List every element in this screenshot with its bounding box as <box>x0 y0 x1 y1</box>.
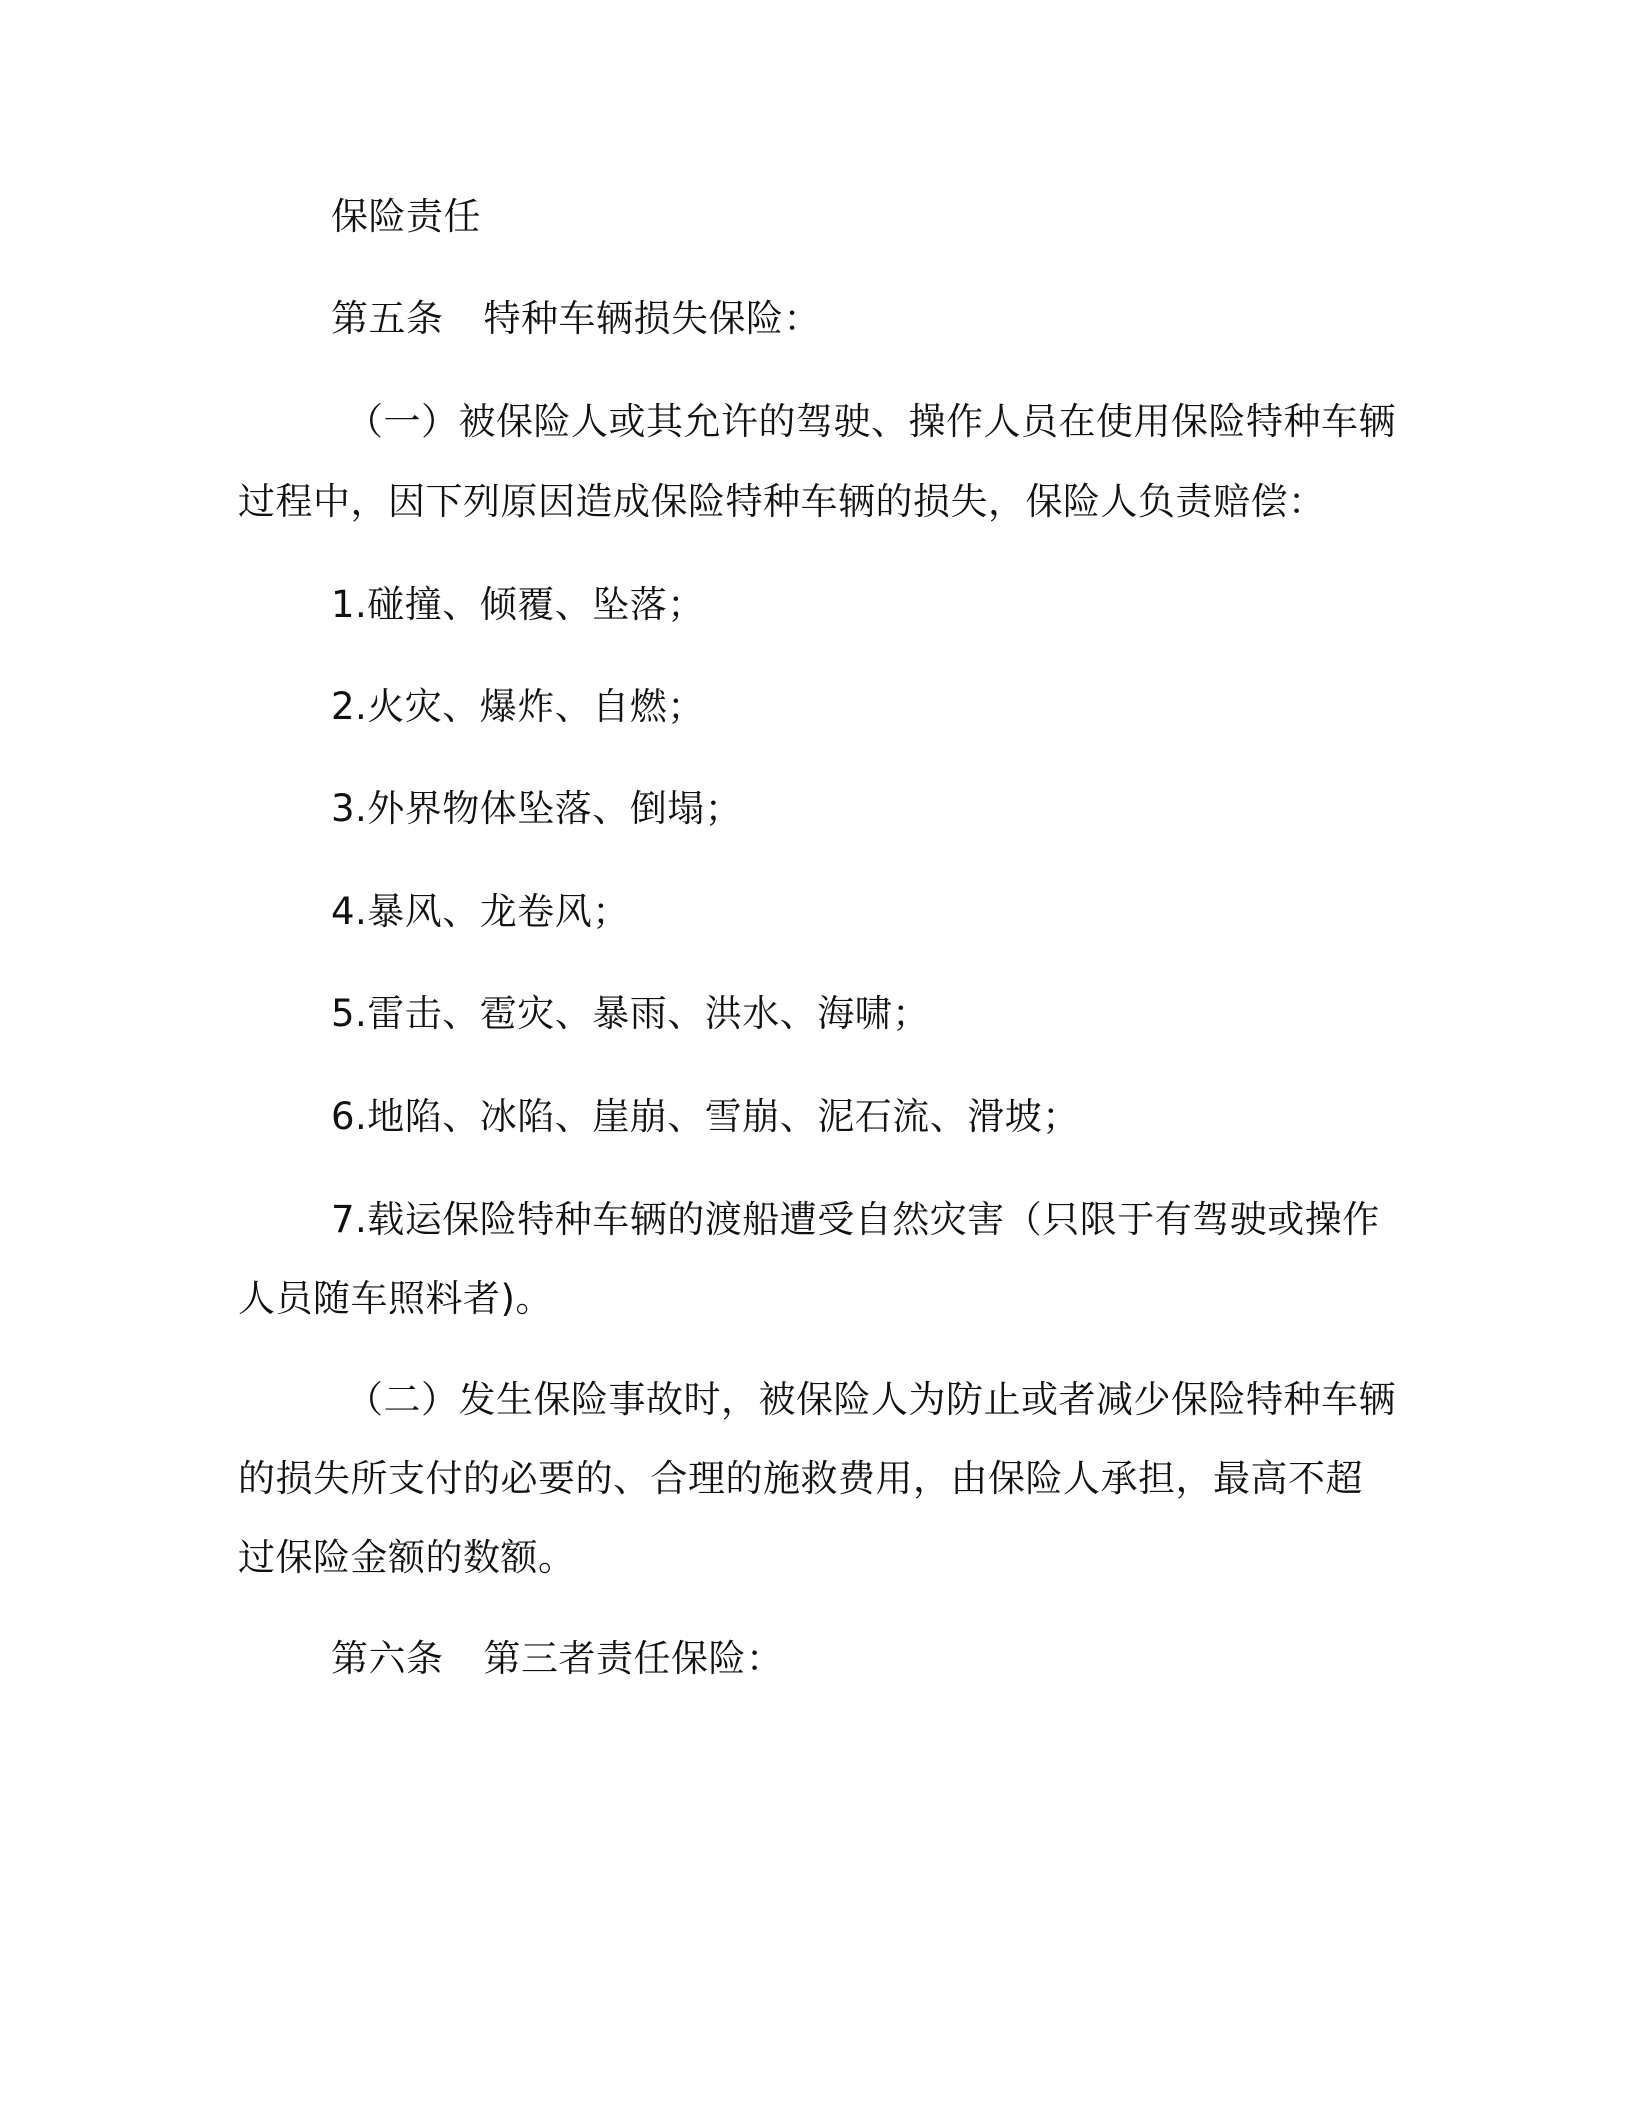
list-item-7-line-1: 7.载运保险特种车辆的渡船遭受自然灾害（只限于有驾驶或操作 <box>331 1198 1380 1241</box>
list-item-2: 2.火灾、爆炸、自燃； <box>331 685 705 728</box>
clause-2-line-2: 的损失所支付的必要的、合理的施救费用，由保险人承担，最高不超 <box>238 1457 1363 1500</box>
article-6-title: 第三者责任保险： <box>483 1637 784 1680</box>
article-6-heading <box>331 1637 784 1681</box>
list-item-6: 6.地陷、冰陷、崖崩、雪崩、泥石流、滑坡； <box>331 1095 1080 1138</box>
article-5-number: 第五条 <box>331 297 444 340</box>
list-item-7-line-2: 人员随车照料者)。 <box>238 1277 553 1320</box>
article-5-heading <box>331 297 821 341</box>
article-6-number: 第六条 <box>331 1637 444 1680</box>
article-5-title: 特种车辆损失保险： <box>483 297 821 340</box>
list-item-3: 3.外界物体坠落、倒塌； <box>331 787 743 830</box>
section-heading: 保险责任 <box>331 195 481 238</box>
clause-2-line-1: （二）发生保险事故时，被保险人为防止或者减少保险特种车辆 <box>346 1378 1396 1421</box>
list-item-5: 5.雷击、雹灾、暴雨、洪水、海啸； <box>331 992 930 1035</box>
clause-1-line-2: 过程中，因下列原因造成保险特种车辆的损失，保险人负责赔偿： <box>238 480 1326 523</box>
list-item-1: 1.碰撞、倾覆、坠落； <box>331 583 705 626</box>
clause-1-line-1: （一）被保险人或其允许的驾驶、操作人员在使用保险特种车辆 <box>346 400 1396 443</box>
list-item-4: 4.暴风、龙卷风； <box>331 890 630 933</box>
clause-2-line-3: 过保险金额的数额。 <box>238 1536 576 1579</box>
